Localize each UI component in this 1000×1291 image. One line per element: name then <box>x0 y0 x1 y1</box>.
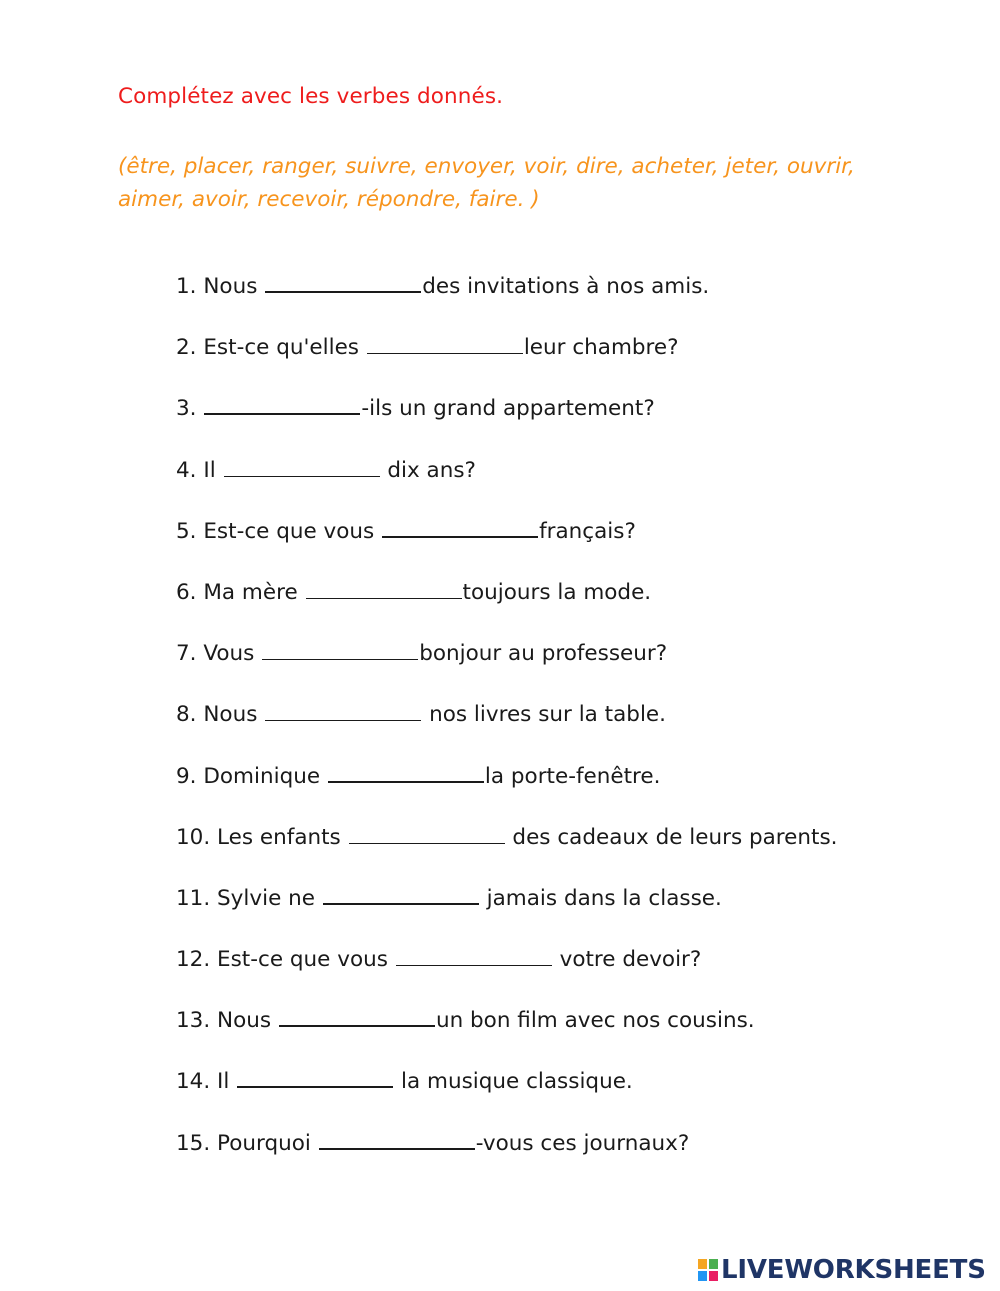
exercise-item <box>176 576 838 637</box>
logo-text: LIVEWORKSHEETS <box>721 1255 986 1285</box>
instruction-heading: Complétez avec les verbes donnés. <box>118 84 504 109</box>
answer-blank[interactable] <box>224 456 380 477</box>
exercise-prefix: 2. Est-ce qu'elles <box>176 335 366 361</box>
answer-blank[interactable] <box>237 1066 393 1088</box>
exercise-suffix: votre devoir? <box>552 947 702 973</box>
exercise-suffix: la musique classique. <box>394 1069 633 1095</box>
exercise-item <box>176 637 838 698</box>
exercise-suffix: français? <box>539 518 636 544</box>
exercise-prefix: 13. Nous <box>176 1008 278 1034</box>
exercise-prefix: 5. Est-ce que vous <box>176 518 382 544</box>
exercise-item <box>176 270 838 331</box>
answer-blank[interactable] <box>323 883 479 905</box>
exercise-prefix: 6. Ma mère <box>176 579 305 605</box>
liveworksheets-logo <box>697 1255 986 1285</box>
exercise-item <box>176 331 838 392</box>
logo-block <box>697 1258 708 1270</box>
exercise-suffix: nos livres sur la table. <box>422 702 666 728</box>
exercise-suffix: leur chambre? <box>523 335 679 361</box>
exercise-prefix: 4. Il <box>176 457 223 483</box>
exercise-suffix: la porte-fenêtre. <box>484 763 661 789</box>
exercise-item <box>176 392 838 453</box>
answer-blank[interactable] <box>328 761 484 783</box>
exercise-suffix: dix ans? <box>380 457 476 483</box>
logo-block <box>708 1270 719 1282</box>
answer-blank[interactable] <box>262 639 418 660</box>
exercise-suffix: des invitations à nos amis. <box>422 274 710 299</box>
exercise-prefix: 15. Pourquoi <box>176 1130 318 1156</box>
answer-blank[interactable] <box>265 700 421 721</box>
exercise-prefix: 12. Est-ce que vous <box>176 947 395 973</box>
exercise-prefix: 11. Sylvie ne <box>176 885 322 911</box>
exercise-item <box>176 1004 838 1065</box>
exercise-prefix: 7. Vous <box>176 641 262 667</box>
exercise-item <box>176 1127 838 1188</box>
verb-bank: (être, placer, ranger, suivre, envoyer, voir, dire, acheter, jeter, ouvrir, aimer, avoir, recevoir, répondre, faire. ) <box>118 154 855 212</box>
exercise-suffix: des cadeaux de leurs parents. <box>505 824 838 850</box>
exercise-suffix: un bon film avec nos cousins. <box>435 1008 755 1034</box>
exercise-suffix: -ils un grand appartement? <box>361 396 655 422</box>
exercise-suffix: bonjour au professeur? <box>419 641 668 667</box>
exercise-prefix: 1. Nous <box>176 274 265 299</box>
logo-blocks-icon <box>697 1258 719 1282</box>
answer-blank[interactable] <box>279 1005 435 1027</box>
exercise-prefix: 3. <box>176 396 204 422</box>
exercise-suffix: -vous ces journaux? <box>475 1130 690 1156</box>
exercise-prefix: 8. Nous <box>176 702 265 728</box>
exercise-item <box>176 515 838 576</box>
exercise-item <box>176 882 838 943</box>
exercise-prefix: 9. Dominique <box>176 763 327 789</box>
exercise-suffix: jamais dans la classe. <box>479 885 722 911</box>
exercise-prefix: 14. Il <box>176 1069 237 1095</box>
answer-blank[interactable] <box>396 945 552 966</box>
logo-block <box>697 1270 708 1282</box>
exercise-prefix: 10. Les enfants <box>176 824 348 850</box>
answer-blank[interactable] <box>306 578 462 599</box>
exercise-item <box>176 821 838 882</box>
exercise-item <box>176 454 838 515</box>
exercise-item <box>176 1065 838 1126</box>
exercise-item <box>176 698 838 759</box>
logo-block <box>708 1258 719 1270</box>
exercise-list <box>176 270 838 1188</box>
answer-blank[interactable] <box>265 271 421 293</box>
exercise-item <box>176 943 838 1004</box>
exercise-item <box>176 760 838 821</box>
exercise-suffix: toujours la mode. <box>462 579 652 605</box>
answer-blank[interactable] <box>367 333 523 354</box>
answer-blank[interactable] <box>349 823 505 844</box>
answer-blank[interactable] <box>382 516 538 538</box>
answer-blank[interactable] <box>204 393 360 415</box>
answer-blank[interactable] <box>319 1128 475 1150</box>
